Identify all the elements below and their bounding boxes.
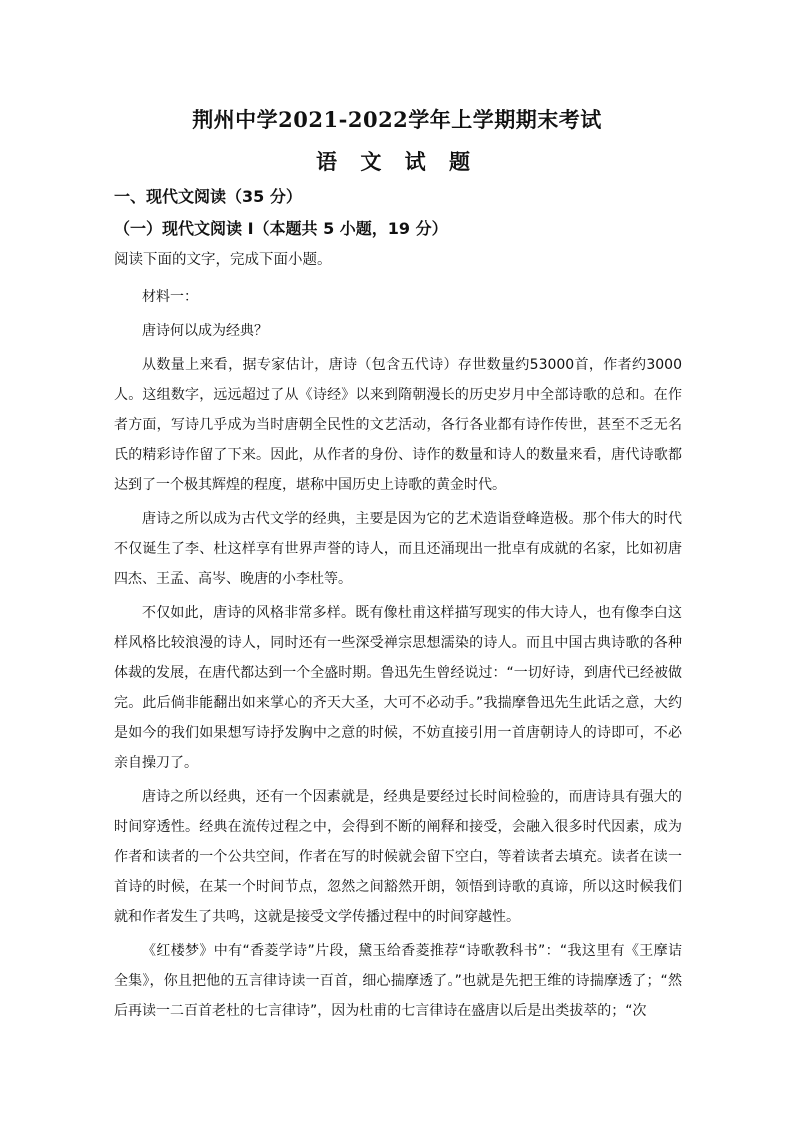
passage-paragraph: 从数量上来看，据专家估计，唐诗（包含五代诗）存世数量约53000首，作者约3000人。这组数字，远远超过了从《诗经》以来到隋朝漫长的历史岁月中全部诗歌的总和。在作者方面，写诗几乎成为当时唐朝全民性的文艺活动，各行各业都有诗作传世，甚至不乏无名氏的精彩诗作留了下来。因此，从作者的身份、诗作的数量和诗人的数量来看，唐代诗歌都达到了一个极其辉煌的程度，堪称中国历史上诗歌的黄金时代。 [114,357,682,493]
passage-paragraph: 唐诗之所以经典，还有一个因素就是，经典是要经过长时间检验的，而唐诗具有强大的时间穿透性。经典在流传过程之中，会得到不断的阐释和接受，会融入很多时代因素，成为作者和读者的一个公共空间，作者在写的时候就会留下空白，等着读者去填充。读者在读一首诗的时候，在某一个时间节点，忽然之间豁然开朗，领悟到诗歌的真谛，所以这时候我们就和作者发生了共鸣，这就是接受文学传播过程中的时间穿越性。 [114,789,682,925]
material-label: 材料一： [142,289,198,305]
passage-question-title: 唐诗何以成为经典？ [142,323,268,339]
exam-subtitle: 语 文 试 题 [316,149,478,174]
section-heading: 一、现代文阅读（35 分） [114,187,302,206]
exam-title: 荆州中学2021-2022学年上学期期末考试 [192,107,602,132]
reading-instruction: 阅读下面的文字，完成下面小题。 [114,252,332,268]
passage-paragraph: 不仅如此，唐诗的风格非常多样。既有像杜甫这样描写现实的伟大诗人，也有像李白这样风格比较浪漫的诗人，同时还有一些深受禅宗思想濡染的诗人。而且中国古典诗歌的各种体裁的发展，在唐代都达到一个全盛时期。鲁迅先生曾经说过：“一切好诗，到唐代已经被做完。此后倘非能翻出如来掌心的齐天大圣，大可不必动手。”我揣摩鲁迅先生此话之意，大约是如今的我们如果想写诗抒发胸中之意的时候，不妨直接引用一首唐朝诗人的诗即可，不必亲自操刀了。 [114,605,682,771]
reading-passage [114,282,682,1026]
passage-paragraph: 《红楼梦》中有“香菱学诗”片段，黛玉给香菱推荐“诗歌教科书”：“我这里有《王摩诘全集》，你且把他的五言律诗读一百首，细心揣摩透了。”也就是先把王维的诗揣摩透了；“然后再读一二百首老杜的七言律诗”，因为杜甫的七言律诗在盛唐以后是出类拔萃的；“次 [114,943,682,1019]
subsection-heading: （一）现代文阅读 I（本题共 5 小题，19 分） [114,219,448,238]
passage-paragraph: 唐诗之所以成为古代文学的经典，主要是因为它的艺术造诣登峰造极。那个伟大的时代不仅诞生了李、杜这样享有世界声誉的诗人，而且还涌现出一批卓有成就的名家，比如初唐四杰、王孟、高岑、晚唐的小李杜等。 [114,511,682,587]
